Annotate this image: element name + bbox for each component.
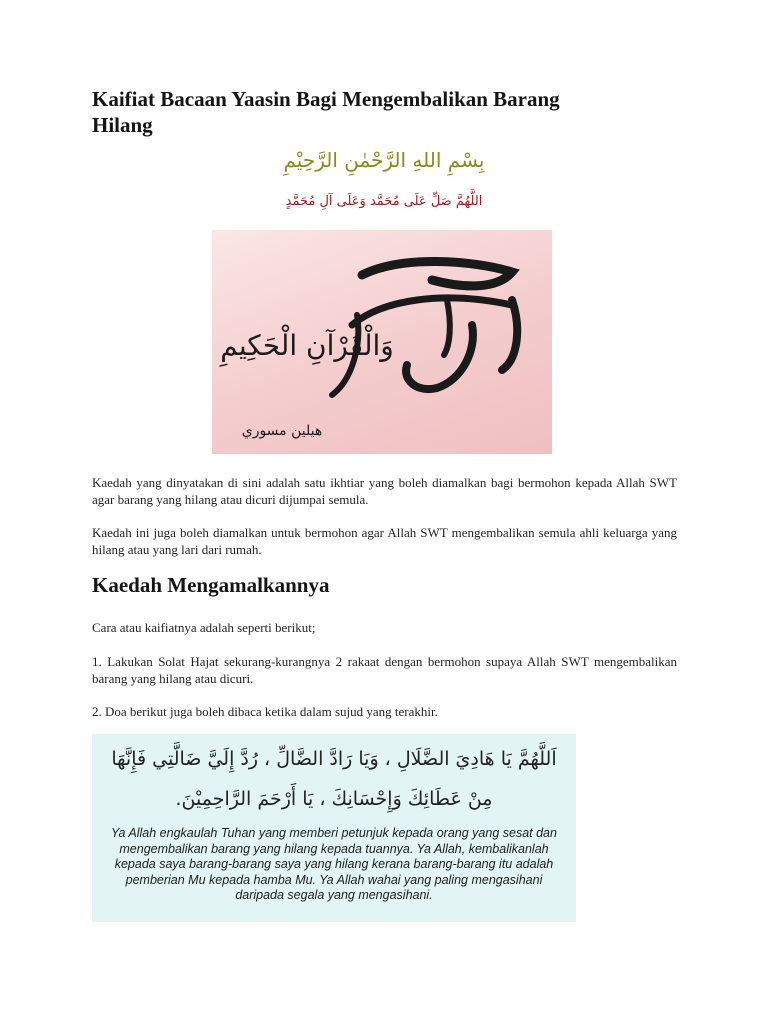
calligraphy-signature: هيلين مسوري [241, 423, 323, 439]
basmala-text: بِسْمِ اللهِ الرَّحْمٰنِ الرَّحِيْمِ [283, 148, 485, 172]
calligraphy-stroke [362, 261, 512, 285]
paragraph-2: Kaedah ini juga boleh diamalkan untuk bermohon agar Allah SWT mengembalikan semula ahli keluarga yang hilang atau yang lari dari rumah. [92, 525, 677, 557]
intro-text: Cara atau kaifiatnya adalah seperti berikut; [92, 620, 316, 635]
doa-image [92, 734, 576, 922]
calligraphy-verse: وَالْقُرْآنِ الْحَكِيمِ [220, 329, 394, 362]
calligraphy-stroke [352, 298, 512, 325]
step-2: 2. Doa berikut juga boleh dibaca ketika dalam sujud yang terakhir. [92, 704, 438, 719]
paragraph-1: Kaedah yang dinyatakan di sini adalah satu ikhtiar yang boleh diamalkan bagi bermohon kepada Allah SWT agar barang yang hilang atau dicuri dijumpai semula. [92, 475, 677, 507]
section-heading: Kaedah Mengamalkannya [92, 573, 330, 597]
yaasin-calligraphy-image [212, 230, 552, 454]
step-1: 1. Lakukan Solat Hajat sekurang-kurangnya 2 rakaat dengan bermohon supaya Allah SWT mengembalikan barang yang hilang atau dicuri. [92, 654, 677, 686]
doa-translation: Ya Allah engkaulah Tuhan yang memberi petunjuk kepada orang yang sesat dan mengembalikan barang yang hilang kepada tuannya. Ya Allah, kembalikanlah kepada saya barang-barang saya yang hilang kerana barang-barang itu adalah pemberian Mu kepada hamba Mu. Ya Allah wahai yang paling mengasihani daripada segala yang mengasihani. [111, 826, 557, 902]
doa-arabic-line-1: اَللَّهُمَّ يَا هَادِيَ الضَّلَالِ ، وَيَا رَادَّ الضَّالِّ ، رُدَّ إِلَيَّ ضَالَّتِي فَإِنَّهَا [111, 748, 557, 770]
doa-arabic-line-2: مِنْ عَطَائِكَ وَإِحْسَانِكَ ، يَا أَرْحَمَ الرَّاحِمِيْنَ. [175, 788, 493, 810]
calligraphy-artwork [212, 230, 552, 454]
calligraphy-stroke [406, 325, 473, 389]
salawat-text: اللَّهُمَّ صَلِّ عَلَى مُحَمَّد وَعَلَى آلِ مُحَمَّدٍ [285, 194, 483, 209]
calligraphy-stroke [502, 300, 517, 370]
page-title: Kaifiat Bacaan Yaasin Bagi Mengembalikan Barang Hilang [92, 87, 560, 137]
calligraphy-stroke [444, 300, 450, 355]
